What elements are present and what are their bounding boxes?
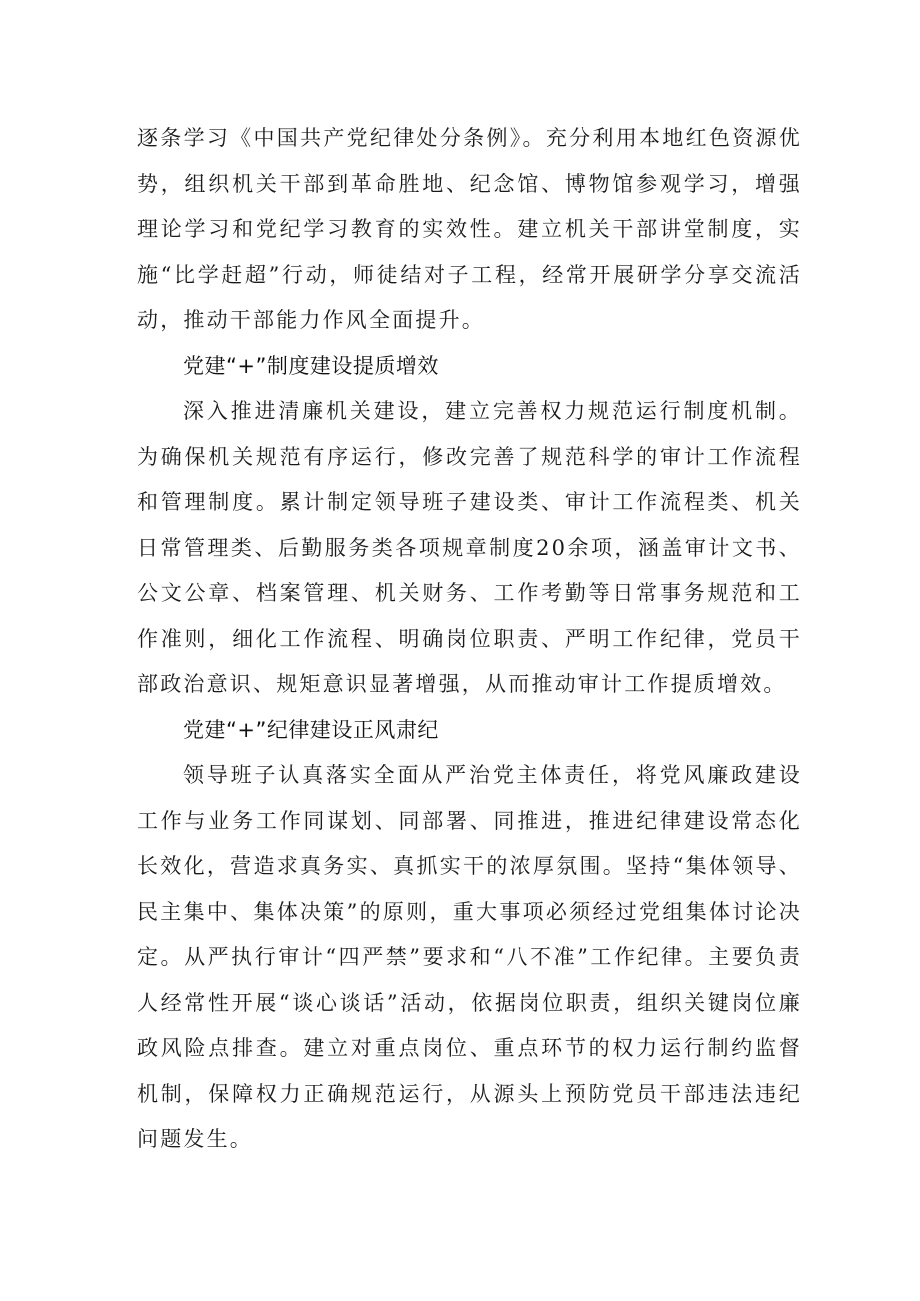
section-heading-discipline-building: 党建“+”纪律建设正风肃纪 <box>183 717 439 742</box>
paragraph-study-regulations: 逐条学习《中国共产党纪律处分条例》。充分利用本地红色资源优势，组织机关干部到革命胜地、纪念馆、博物馆参观学习，增强理论学习和党纪学习教育的实效性。建立机关干部讲堂制度，实施“比学赶超”行动，师徒结对子工程，经常开展研学分享交流活动，推动干部能力作风全面提升。 <box>137 126 802 332</box>
paragraph-institution-building: 深入推进清廉机关建设，建立完善权力规范运行制度机制。为确保机关规范有序运行，修改完善了规范科学的审计工作流程和管理制度。累计制定领导班子建设类、审计工作流程类、机关日常管理类、后勤服务类各项规章制度20余项，涵盖审计文书、公文公章、档案管理、机关财务、工作考勤等日常事务规范和工作准则，细化工作流程、明确岗位职责、严明工作纪律，党员干部政治意识、规矩意识显著增强，从而推动审计工作提质增效。 <box>137 399 802 696</box>
document-body <box>137 116 802 1163</box>
paragraph-discipline-building: 领导班子认真落实全面从严治党主体责任，将党风廉政建设工作与业务工作同谋划、同部署、同推进，推进纪律建设常态化长效化，营造求真务实、真抓实干的浓厚氛围。坚持“集体领导、民主集中、集体决策”的原则，重大事项必须经过党组集体讨论决定。从严执行审计“四严禁”要求和“八不准”工作纪律。主要负责人经常性开展“谈心谈话”活动，依据岗位职责，组织关键岗位廉政风险点排查。建立对重点岗位、重点环节的权力运行制约监督机制，保障权力正确规范运行，从源头上预防党员干部违法违纪问题发生。 <box>137 763 802 1151</box>
section-heading-institution-building: 党建“+”制度建设提质增效 <box>183 353 439 378</box>
